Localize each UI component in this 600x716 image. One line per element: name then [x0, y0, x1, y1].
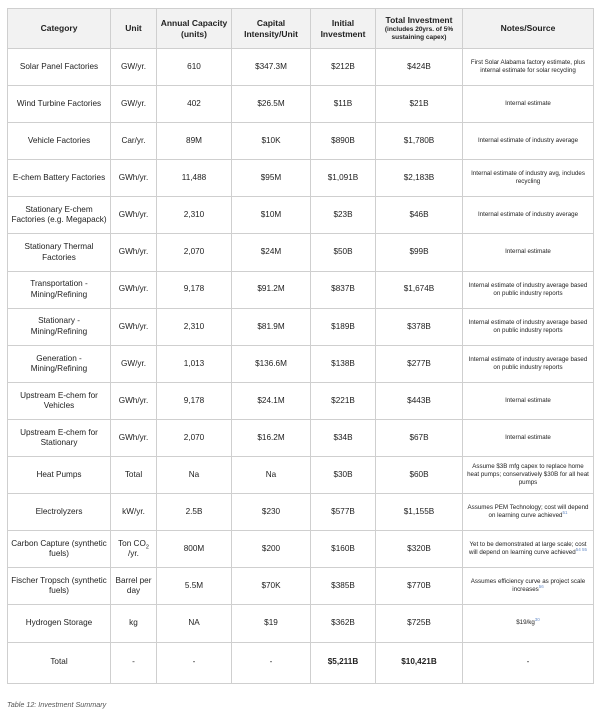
cell-intensity: $26.5M [232, 86, 311, 123]
note-text: Internal estimate of industry average [477, 137, 579, 145]
header-category: Category [8, 9, 111, 49]
table-row [8, 49, 594, 86]
cell-capacity: 800M [157, 531, 232, 568]
cell-initial: $385B [311, 568, 376, 605]
cell-initial: $890B [311, 123, 376, 160]
cell-intensity: $81.9M [232, 308, 311, 345]
cell-intensity: $200 [232, 531, 311, 568]
cell-capacity: NA [157, 605, 232, 642]
cell-note [463, 494, 594, 531]
table-row [8, 568, 594, 605]
cell-capacity: 2.5B [157, 494, 232, 531]
total-cell-initial: $5,211B [311, 642, 376, 683]
note-text: Internal estimate [505, 100, 551, 108]
cell-total: $277B [376, 345, 463, 382]
cell-category: Upstream E-chem for Vehicles [8, 382, 111, 419]
cell-total: $46B [376, 197, 463, 234]
cell-unit: GWh/yr. [111, 160, 157, 197]
cell-category: Fischer Tropsch (synthetic fuels) [8, 568, 111, 605]
table-row [8, 382, 594, 419]
cell-category: Stationary - Mining/Refining [8, 308, 111, 345]
cell-unit: Car/yr. [111, 123, 157, 160]
table-row [8, 531, 594, 568]
cell-category: Vehicle Factories [8, 123, 111, 160]
header-intensity: Capital Intensity/Unit [232, 9, 311, 49]
cell-note [463, 568, 594, 605]
note-text: Internal estimate of industry average based on public industry reports [468, 318, 588, 334]
cell-initial: $11B [311, 86, 376, 123]
cell-capacity: 5.5M [157, 568, 232, 605]
cell-category: Heat Pumps [8, 457, 111, 494]
cell-capacity: 610 [157, 49, 232, 86]
cell-intensity: $19 [232, 605, 311, 642]
cell-capacity: 9,178 [157, 382, 232, 419]
cell-initial: $50B [311, 234, 376, 271]
cell-total: $60B [376, 457, 463, 494]
note-text: Yet to be demonstrated at large scale; cost will depend on learning curve achieved [469, 541, 587, 557]
cell-category: Solar Panel Factories [8, 49, 111, 86]
cell-note [463, 234, 594, 271]
cell-unit: GW/yr. [111, 86, 157, 123]
cell-unit: Total [111, 457, 157, 494]
cell-category: Stationary E-chem Factories (e.g. Megapack) [8, 197, 111, 234]
table-row [8, 271, 594, 308]
investment-summary-table [7, 8, 594, 684]
cell-capacity: 2,070 [157, 234, 232, 271]
cell-total: $770B [376, 568, 463, 605]
cell-unit: kW/yr. [111, 494, 157, 531]
cell-intensity: $10M [232, 197, 311, 234]
header-row [8, 9, 594, 49]
note-text: Internal estimate of industry average based on public industry reports [468, 355, 588, 371]
table-row [8, 197, 594, 234]
cell-total: $725B [376, 605, 463, 642]
cell-intensity: $24.1M [232, 382, 311, 419]
cell-category: Stationary Thermal Factories [8, 234, 111, 271]
cell-initial: $189B [311, 308, 376, 345]
header-unit: Unit [111, 9, 157, 49]
cell-note [463, 308, 594, 345]
cell-total: $424B [376, 49, 463, 86]
cell-unit: GWh/yr. [111, 419, 157, 456]
footnote-ref-link[interactable]: 54 55 [575, 547, 587, 553]
cell-note [463, 382, 594, 419]
note-text: Internal estimate of industry avg, includes recycling [471, 170, 585, 186]
cell-intensity: $95M [232, 160, 311, 197]
header-initial: Initial Investment [311, 9, 376, 49]
cell-category: Carbon Capture (synthetic fuels) [8, 531, 111, 568]
cell-total: $1,780B [376, 123, 463, 160]
note-text: First Solar Alabama factory estimate, plus internal estimate for solar recycling [470, 58, 586, 75]
cell-initial: $362B [311, 605, 376, 642]
note-text: Internal estimate of industry average based on public industry reports [468, 281, 588, 297]
cell-note [463, 49, 594, 86]
cell-note [463, 419, 594, 456]
cell-total: $2,183B [376, 160, 463, 197]
unit-tail: /yr. [128, 549, 139, 559]
cell-initial: $160B [311, 531, 376, 568]
cell-intensity: $10K [232, 123, 311, 160]
cell-unit [111, 531, 157, 568]
cell-initial: $138B [311, 345, 376, 382]
cell-total: $378B [376, 308, 463, 345]
cell-intensity: $230 [232, 494, 311, 531]
cell-category: Wind Turbine Factories [8, 86, 111, 123]
cell-note [463, 160, 594, 197]
cell-intensity: $91.2M [232, 271, 311, 308]
cell-capacity: 2,310 [157, 308, 232, 345]
table-row [8, 308, 594, 345]
footnote-ref-link[interactable]: 56 [538, 584, 544, 590]
cell-capacity: Na [157, 457, 232, 494]
cell-category: Electrolyzers [8, 494, 111, 531]
cell-note [463, 531, 594, 568]
table-row [8, 345, 594, 382]
cell-category: Transportation - Mining/Refining [8, 271, 111, 308]
table-row [8, 160, 594, 197]
cell-category: Hydrogen Storage [8, 605, 111, 642]
cell-capacity: 402 [157, 86, 232, 123]
cell-unit: GWh/yr. [111, 308, 157, 345]
cell-intensity: $347.3M [232, 49, 311, 86]
cell-note [463, 605, 594, 642]
cell-unit: GWh/yr. [111, 234, 157, 271]
note-text: Assumes PEM Technology; cost will depend on learning curve achieved [467, 504, 589, 520]
footnote-ref-link[interactable]: 30 [534, 617, 540, 623]
cell-unit: kg [111, 605, 157, 642]
cell-note [463, 197, 594, 234]
table-body [8, 49, 594, 684]
total-cell-category: Total [8, 642, 111, 683]
cell-total: $67B [376, 419, 463, 456]
note-text: Internal estimate [505, 433, 551, 441]
cell-total: $1,674B [376, 271, 463, 308]
total-cell-unit: - [111, 642, 157, 683]
cell-note [463, 457, 594, 494]
cell-initial: $221B [311, 382, 376, 419]
cell-initial: $212B [311, 49, 376, 86]
cell-initial: $34B [311, 419, 376, 456]
table-row [8, 494, 594, 531]
footnote-ref-link[interactable]: 51 [562, 510, 568, 516]
cell-unit: GW/yr. [111, 345, 157, 382]
note-text: Assumes efficiency curve as project scale increases [470, 578, 586, 594]
table-row [8, 605, 594, 642]
cell-intensity: $70K [232, 568, 311, 605]
header-total [376, 9, 463, 49]
total-row [8, 642, 594, 683]
header-total-label: Total Investment [385, 15, 453, 26]
cell-capacity: 2,310 [157, 197, 232, 234]
total-cell-intensity: - [232, 642, 311, 683]
header-capacity: Annual Capacity (units) [157, 9, 232, 49]
table-row [8, 457, 594, 494]
cell-initial: $23B [311, 197, 376, 234]
cell-category: Generation - Mining/Refining [8, 345, 111, 382]
table-row [8, 234, 594, 271]
table-caption: Table 12: Investment Summary [7, 700, 107, 709]
note-text: Internal estimate of industry average [477, 211, 579, 219]
total-cell-capacity: - [157, 642, 232, 683]
cell-unit: GWh/yr. [111, 271, 157, 308]
cell-total: $1,155B [376, 494, 463, 531]
cell-capacity: 1,013 [157, 345, 232, 382]
cell-capacity: 9,178 [157, 271, 232, 308]
cell-initial: $30B [311, 457, 376, 494]
note-text: Assume $3B mfg capex to replace home heat pumps; conservatively $30B for all heat pumps [467, 462, 589, 487]
cell-note [463, 271, 594, 308]
table-row [8, 123, 594, 160]
cell-capacity: 11,488 [157, 160, 232, 197]
cell-capacity: 89M [157, 123, 232, 160]
cell-intensity: $16.2M [232, 419, 311, 456]
cell-unit: Barrel per day [111, 568, 157, 605]
cell-initial: $1,091B [311, 160, 376, 197]
cell-total: $99B [376, 234, 463, 271]
total-cell-note: - [463, 642, 594, 683]
note-text: Internal estimate [505, 248, 551, 256]
note-text: Internal estimate [505, 396, 551, 404]
total-cell-total: $10,421B [376, 642, 463, 683]
cell-intensity: $24M [232, 234, 311, 271]
cell-unit: GW/yr. [111, 49, 157, 86]
cell-category: Upstream E-chem for Stationary [8, 419, 111, 456]
header-notes: Notes/Source [463, 9, 594, 49]
table-row [8, 86, 594, 123]
note-text: $19/kg [516, 619, 535, 627]
table-row [8, 419, 594, 456]
cell-total: $21B [376, 86, 463, 123]
cell-total: $320B [376, 531, 463, 568]
cell-initial: $577B [311, 494, 376, 531]
cell-initial: $837B [311, 271, 376, 308]
cell-intensity: Na [232, 457, 311, 494]
cell-note [463, 345, 594, 382]
cell-total: $443B [376, 382, 463, 419]
cell-capacity: 2,070 [157, 419, 232, 456]
cell-note [463, 123, 594, 160]
unit-text: Ton CO [118, 539, 146, 549]
cell-unit: GWh/yr. [111, 197, 157, 234]
header-total-subnote: (includes 20yrs. of 5% sustaining capex) [384, 25, 454, 41]
unit-subscript: 2 [145, 544, 149, 551]
cell-note [463, 86, 594, 123]
cell-unit: GWh/yr. [111, 382, 157, 419]
cell-intensity: $136.6M [232, 345, 311, 382]
cell-category: E-chem Battery Factories [8, 160, 111, 197]
